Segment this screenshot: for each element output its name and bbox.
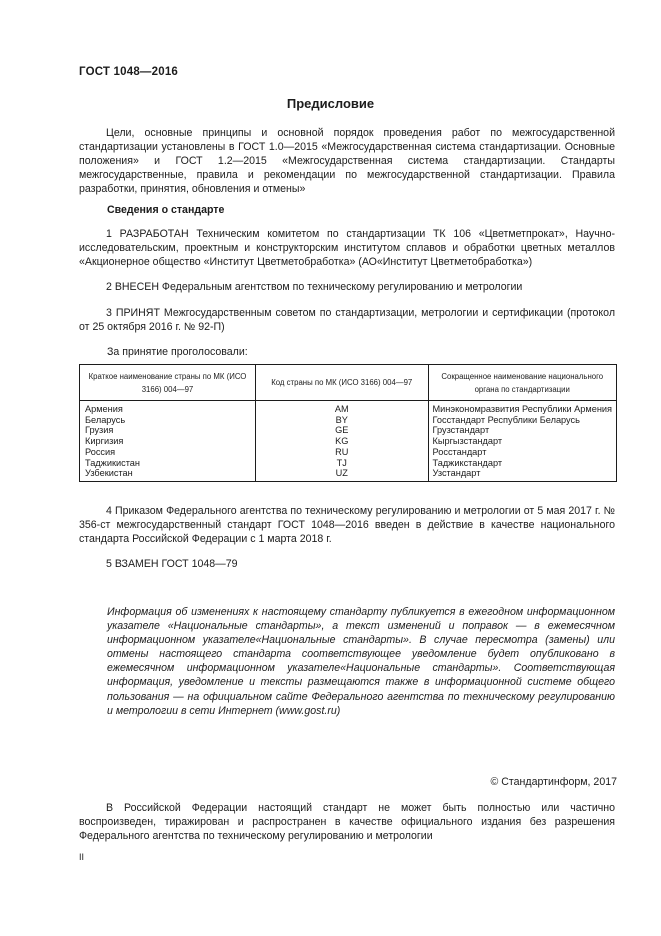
table-row (80, 401, 617, 415)
standards-body-cell: Росстандарт (428, 447, 616, 458)
standards-body-cell: Минэкономразвития Республики Армения (428, 401, 616, 415)
table-header-row (80, 365, 617, 401)
intro-paragraph: Цели, основные принципы и основной порядок проведения работ по межгосударственной стандартизации установлены в ГОСТ 1.0—2015 «Межгосударственная система стандартизации. Основные положения» и ГОСТ 1.2—2015 «Межгосударственная система стандартизации. Стандарты межгосударственные, правила и рекомендации по межгосударственной стандартизации. Правила разработки, принятия, обновления и отмены» (79, 127, 615, 196)
table-row (80, 468, 617, 481)
country-code-cell: KG (255, 436, 428, 447)
item-introduced-by: 2 ВНЕСЕН Федеральным агентством по техническому регулированию и метрологии (106, 281, 523, 293)
country-code-cell: BY (255, 415, 428, 426)
country-name-cell: Киргизия (80, 436, 256, 447)
column-header-country: Краткое наименование страны по МК (ИСО 3166) 004—97 (80, 365, 256, 401)
country-code-cell: RU (255, 447, 428, 458)
country-name-cell: Россия (80, 447, 256, 458)
reproduction-notice: В Российской Федерации настоящий стандарт не может быть полностью или частично воспроизведен, тиражирован и распространен в качестве официального издания без разрешения Федерального агентства по техническому регулированию и метрологии (79, 802, 615, 843)
table-row (80, 425, 617, 436)
standards-body-cell: Кыргызстандарт (428, 436, 616, 447)
country-code-cell: AM (255, 401, 428, 415)
changes-notice: Информация об изменениях к настоящему стандарту публикуется в ежегодном информационном указателе «Национальные стандарты», а текст изменений и поправок — в ежемесячном информационном указателе«Национальные стандарты». В случае пересмотра (замены) или отмены настоящего стандарта соответствующее уведомление будет опубликовано в ежемесячном информационном указателе«Национальные стандарты». Соответствующая информация, уведомление и тексты размещаются также в информационной системе общего пользования — на официальном сайте Федерального агентства по техническому регулированию и метрологии в сети Интернет (www.gost.ru) (107, 606, 615, 717)
column-header-body: Сокращенное наименование национального органа по стандартизации (428, 365, 616, 401)
item-developed-by: 1 РАЗРАБОТАН Техническим комитетом по стандартизации ТК 106 «Цветметпрокат», Научно-исследовательским, проектным и конструкторским институтом сплавов и обработки цветных металлов «Акционерное общество «Институт Цветметобработка» (АО«Институт Цветметобработка») (79, 228, 615, 269)
page-number: II (79, 852, 85, 862)
standards-body-cell: Госстандарт Республики Беларусь (428, 415, 616, 426)
country-name-cell: Узбекистан (80, 468, 256, 481)
country-name-cell: Грузия (80, 425, 256, 436)
standards-body-cell: Таджикстандарт (428, 458, 616, 469)
country-code-cell: TJ (255, 458, 428, 469)
page-title: Предисловие (286, 96, 375, 111)
voting-countries-table (79, 364, 617, 482)
standards-body-cell: Узстандарт (428, 468, 616, 481)
country-code-cell: UZ (255, 468, 428, 481)
column-header-code: Код страны по МК (ИСО 3166) 004—97 (255, 365, 428, 401)
country-name-cell: Таджикистан (80, 458, 256, 469)
country-code-cell: GE (255, 425, 428, 436)
country-name-cell: Беларусь (80, 415, 256, 426)
standard-info-heading: Сведения о стандарте (107, 204, 225, 216)
voted-label: За принятие проголосовали: (107, 346, 248, 358)
country-name-cell: Армения (80, 401, 256, 415)
item-adopted-by: 3 ПРИНЯТ Межгосударственным советом по стандартизации, метрологии и сертификации (протокол от 25 октября 2016 г. № 92-П) (79, 307, 615, 334)
item-enacted-by-order: 4 Приказом Федерального агентства по техническому регулированию и метрологии от 5 мая 2017 г. № 356-ст межгосударственный стандарт ГОСТ 1048—2016 введен в действие в качестве национального стандарта Российской Федерации с 1 марта 2018 г. (79, 505, 615, 546)
standard-id-header: ГОСТ 1048—2016 (79, 66, 179, 78)
table-row (80, 415, 617, 426)
table-row (80, 458, 617, 469)
copyright-notice: © Стандартинформ, 2017 (490, 776, 617, 788)
table-row (80, 447, 617, 458)
item-replaces: 5 ВЗАМЕН ГОСТ 1048—79 (106, 558, 238, 570)
standards-body-cell: Грузстандарт (428, 425, 616, 436)
table-row (80, 436, 617, 447)
